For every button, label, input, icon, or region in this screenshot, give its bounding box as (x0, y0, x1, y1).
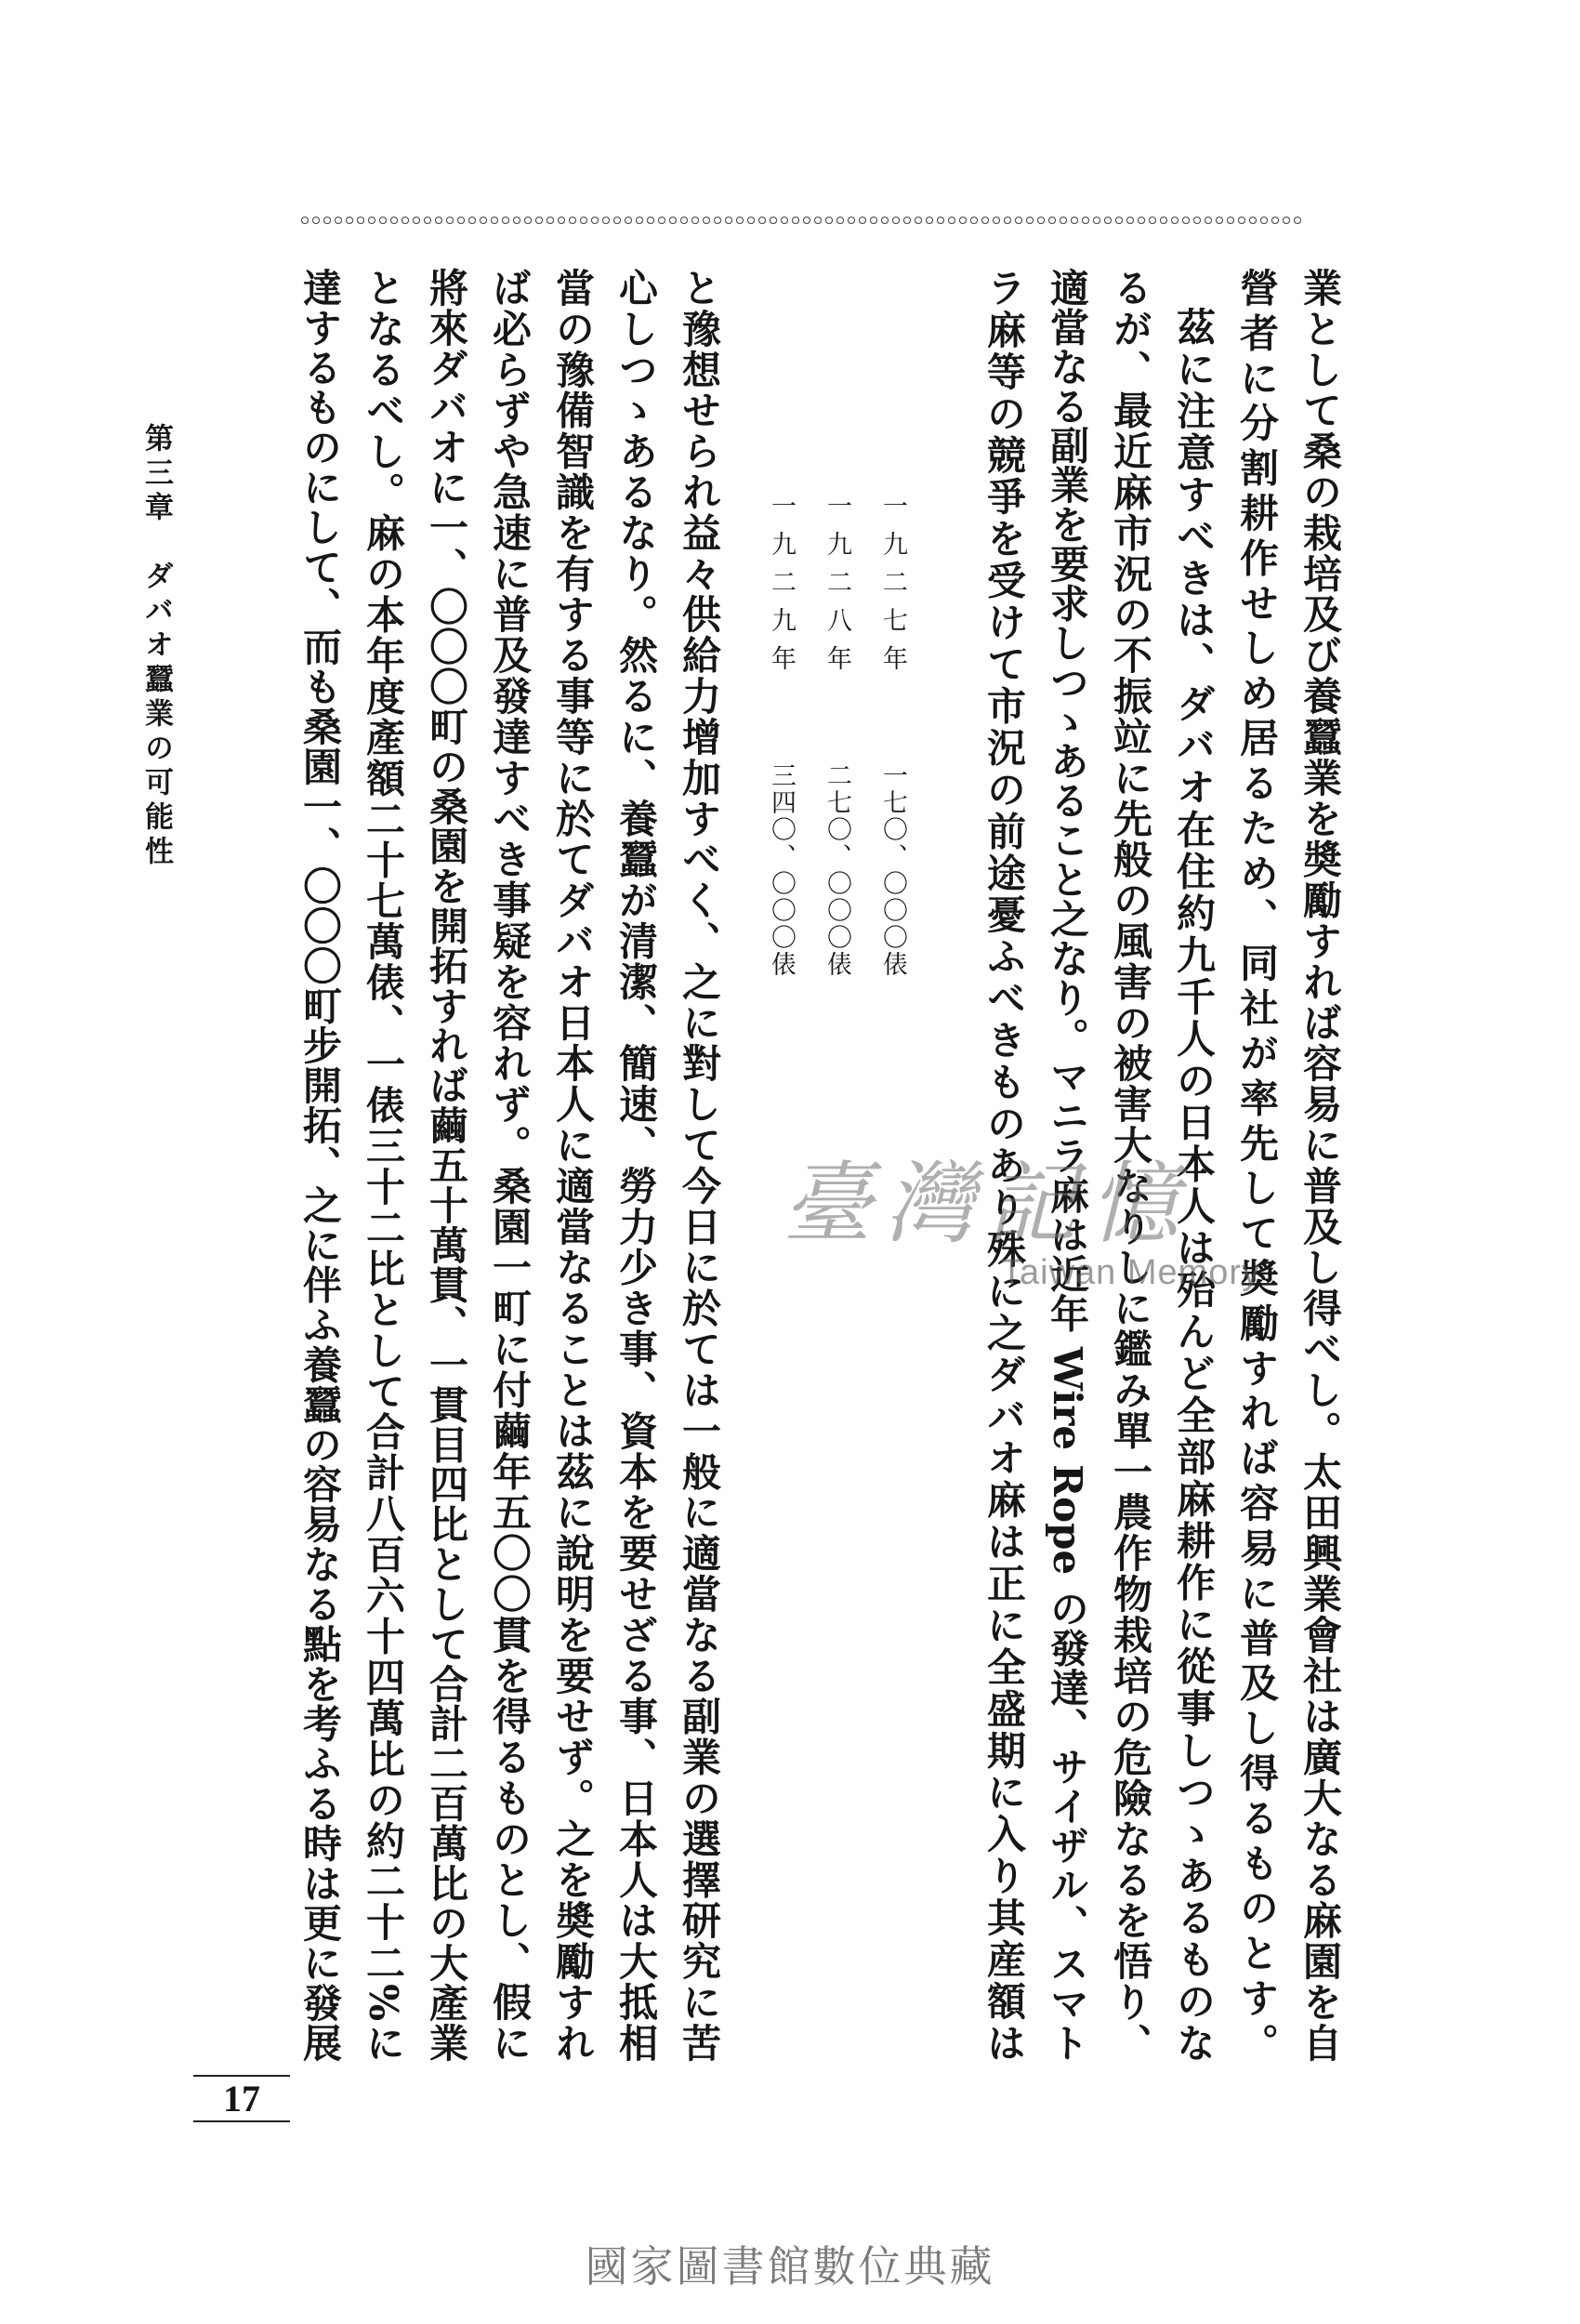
text-column-7: と豫想せられ益々供給力增加すべく、之に對して今日に於ては一般に適當なる副業の選擇研究に苦 (677, 268, 722, 2062)
table-row-1929 (762, 493, 799, 1088)
watermark-cjk: 臺灣記憶 (783, 1152, 1192, 1256)
footer-archive-credit: 國家圖書館數位典藏 (585, 2241, 995, 2291)
header-ornamental-rule (299, 216, 1303, 225)
text-column-8: 心しつゝあるなり。然るに、養蠶が清潔、簡速、勞力少き事、資本を要せざる事、日本人は大抵相 (613, 268, 659, 2062)
table-year: 一九二八年 (823, 493, 851, 683)
table-amount: 三四〇、〇〇〇俵 (767, 762, 796, 978)
text-column-3: 茲に注意すべきは、ダバオ在住約九千人の日本人は殆んど全部麻耕作に從事しつゝあるものな (1171, 307, 1217, 2062)
table-year: 一九二七年 (878, 493, 907, 683)
table-row-1927 (874, 493, 911, 1088)
text-column-11: 將來ダバオに一、〇〇〇町の桑園を開拓すれば繭五十萬貫、一貫目四比として合計二百萬比の大產業 (424, 268, 469, 2062)
table-amount: 二七〇、〇〇〇俵 (823, 762, 851, 978)
table-year: 一九二九年 (767, 493, 796, 683)
page-number: 17 (223, 2078, 260, 2119)
text-column-10: ば必らずや急速に普及發達すべき事疑を容れず。桑園一町に付繭年五〇〇貫を得るものとし、假に (487, 268, 533, 2062)
running-head: 第三章 ダバオ蠶業の可能性 (139, 423, 173, 870)
text-column-5: 適當なる副業を要求しつゝあること之なり。マニラ麻は近年 Wire Rope の發達、サイザル、スマト (1045, 268, 1090, 2062)
text-column-13: 達するものにして、而も桑園一、〇〇〇町步開拓、之に伴ふ養蠶の容易なる點を考ふる時は更に發展 (297, 268, 343, 2062)
page-number-rule-bottom (193, 2120, 290, 2122)
text-column-9: 當の豫備智識を有する事等に於てダバオ日本人に適當なることは茲に說明を要せず。之を奬勵すれ (550, 268, 596, 2062)
table-amount: 一七〇、〇〇〇俵 (878, 762, 907, 978)
page-number-rule-top (193, 2075, 290, 2077)
text-column-4: るが、最近麻市況の不振竝に先般の風害の被害大なりしに鑑み單一農作物栽培の危險なるを悟り、 (1108, 268, 1153, 2062)
watermark-en: Taiwan Memory (1001, 1253, 1261, 1292)
text-column-6: ラ麻等の競爭を受けて市況の前途憂ふべきものあり殊に之ダバオ麻は正に全盛期に入り其産額は (981, 268, 1027, 2062)
table-row-1928 (818, 493, 855, 1088)
text-column-1: 業として桑の栽培及び養蠶業を奬勵すれば容易に普及し得べし。太田興業會社は廣大なる麻園を自 (1297, 268, 1343, 2062)
text-column-12: となるべし。麻の本年度產額二十七萬俵、一俵三十二比として合計八百六十四萬比の約二十二%に (361, 268, 406, 2062)
text-column-2: 營者に分割耕作せしめ居るため、同社が率先して奬勵すれば容易に普及し得るものとす。 (1234, 268, 1280, 2062)
